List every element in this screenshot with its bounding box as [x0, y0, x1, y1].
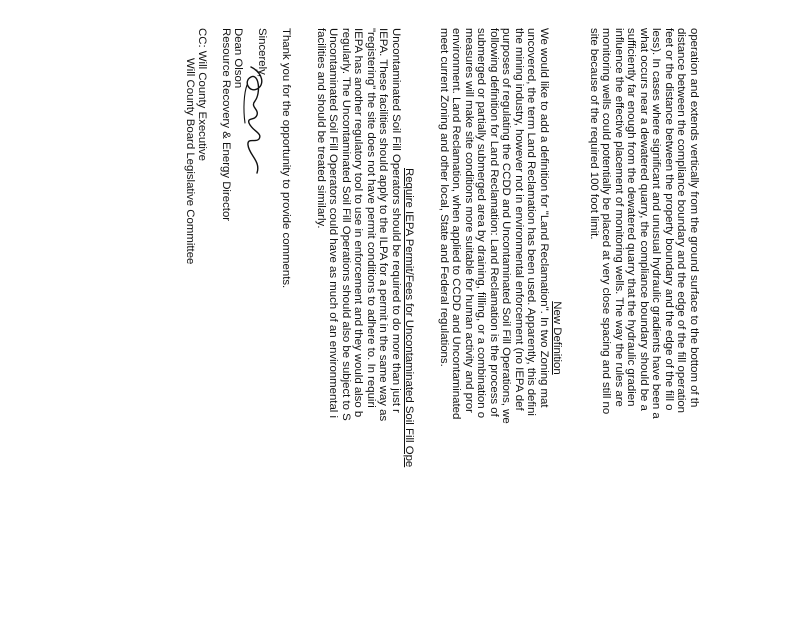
text-line: "registering" the site does not have permit conditions to adhere to. In requiri	[365, 28, 377, 408]
text-line: operation and extends vertically from the ground surface to the bottom of th	[688, 28, 700, 408]
rotated-letter-page	[80, 28, 700, 613]
sincerely: Sincerely,	[256, 28, 268, 78]
handwritten-signature	[241, 63, 269, 178]
paragraph-compliance-boundary	[588, 28, 701, 419]
signer-title: Resource Recovery & Energy Director	[220, 28, 232, 222]
text-line: the mining industry, however not in environmental enforcement (no IEPA def	[513, 28, 525, 411]
text-line: uncovered, the term Land Reclamation has been used. Apparently, this defini	[525, 28, 538, 416]
text-line: submerged or partially submerged area by draining, filling, or a combination o	[475, 28, 488, 419]
text-line: feet or the distance between the property boundary and the edge of the fill o	[663, 28, 675, 411]
text-line: IEPA has another regulatory tool to use in enforcement and they would also b	[352, 28, 365, 418]
signer-name: Dean Olson	[232, 28, 244, 89]
text-line: facilities and should be treated similarly.	[315, 28, 327, 229]
heading-new-definition: New Definition	[551, 301, 563, 375]
text-line: purposes of regulating the CCDD and Uncontaminated Soil Fill Operations, we	[500, 28, 513, 424]
text-line: less). In cases where significant and unusual hydraulic gradients have been a	[650, 28, 663, 419]
text-line: Uncontaminated Soil Fill Operators could have as much of an environmental i	[327, 28, 340, 419]
text-line: site because of the required 100 foot limit.	[588, 28, 600, 240]
text-line: what occurs near a dewatered quarry, the compliance boundary should be a	[638, 28, 650, 411]
text-line: IEPA. These facilities should apply to the ILPA for a permit in the same way as	[377, 28, 390, 422]
text-line: environment. Land Reclamation, when applied to CCDD and Uncontaminated	[450, 28, 463, 420]
text-line: We would like to add a definition for "Land Reclamation". In two Zoning mat	[538, 28, 550, 408]
text-line: distance between the compliance boundary and the edge of the fill operation	[675, 28, 688, 414]
text-line: sufficiently far enough from the dewatered quarry that the hydraulic gradien	[625, 28, 638, 407]
text-line: influence the effective placement of monitoring wells. The way the rules are	[613, 28, 625, 407]
heading-require-iepa-permit: Require IEPA Permit/Fees for Uncontaminated Soil Fill Ope	[403, 168, 415, 468]
text-line: measures will make site conditions more suitable for human activity and pror	[463, 28, 475, 413]
text-line: meet current Zoning and other local, State and Federal regulations.	[438, 28, 450, 367]
text-line: monitoring wells could potentially be placed at very close spacing and still no	[600, 28, 613, 415]
text-line: Uncontaminated Soil Fill Operators should be required to do more than just r	[390, 28, 402, 413]
text-line: regularly. The Uncontaminated Soil Fill Operations should also be subject to S	[340, 28, 352, 421]
paragraph-require-permit	[315, 28, 403, 421]
text-line: following definition for Land Reclamation: Land Reclamation is the process of	[488, 28, 500, 417]
closing-thanks: Thank you for the opportunity to provide comments.	[280, 28, 292, 289]
cc-line-executive: CC: Will County Executive	[196, 28, 208, 161]
paragraph-land-reclamation	[438, 28, 551, 424]
cc-line-legislative-committee: Will County Board Legislative Committee	[184, 58, 196, 265]
